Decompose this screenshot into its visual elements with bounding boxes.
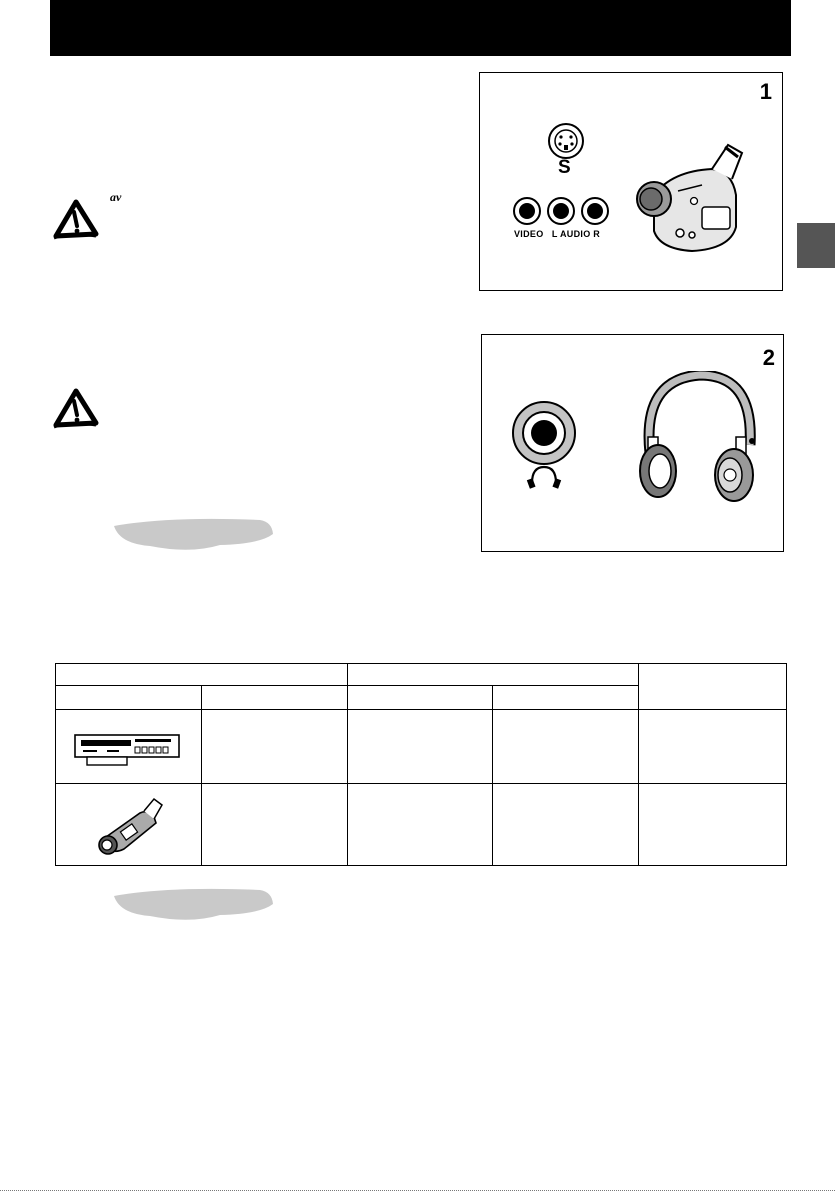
table-header-cell: [639, 664, 787, 710]
rca-jacks: [510, 197, 610, 227]
connection-table: [55, 663, 787, 866]
panel-number: 2: [762, 345, 775, 370]
warning-icon: [50, 196, 110, 242]
table-header-cell: [201, 686, 347, 710]
table-cell: [201, 710, 347, 784]
panel-number: 1: [759, 79, 772, 104]
table-cell: [639, 784, 787, 866]
headphones-icon: [632, 371, 762, 506]
table-header-cell: [56, 686, 202, 710]
table-cell: [201, 784, 347, 866]
av-badge: av: [110, 190, 122, 204]
table-header-cell: [347, 664, 639, 686]
table-header-row: [56, 664, 787, 686]
vcr-icon: [56, 727, 201, 767]
jack-labels: VIDEO L AUDIO R: [514, 229, 601, 239]
table-header-cell: [493, 686, 639, 710]
table-header-cell: [347, 686, 493, 710]
table-header-cell: [56, 664, 348, 686]
highlight-smear: [110, 884, 275, 924]
highlight-smear: [110, 514, 275, 554]
page-bottom-border: [0, 1190, 835, 1191]
table-cell: [347, 710, 493, 784]
s-video-label: S: [558, 157, 571, 178]
headphone-jack-icon: [510, 399, 578, 467]
table-cell: [56, 784, 202, 866]
camcorder-connection-panel: [479, 72, 783, 291]
s-video-icon: [546, 121, 586, 161]
headphones-connection-panel: [481, 334, 784, 552]
table-cell: [493, 784, 639, 866]
table-row: [56, 710, 787, 784]
table-cell: [347, 784, 493, 866]
video-camera-icon: [56, 793, 201, 857]
table-cell: [493, 710, 639, 784]
header-bar: [50, 0, 791, 56]
camcorder-icon: [632, 135, 752, 255]
headphone-symbol-icon: [522, 463, 566, 491]
table-cell: [56, 710, 202, 784]
section-tab: [797, 223, 835, 268]
table-row: [56, 784, 787, 866]
warning-icon: [50, 385, 110, 431]
table-cell: [639, 710, 787, 784]
